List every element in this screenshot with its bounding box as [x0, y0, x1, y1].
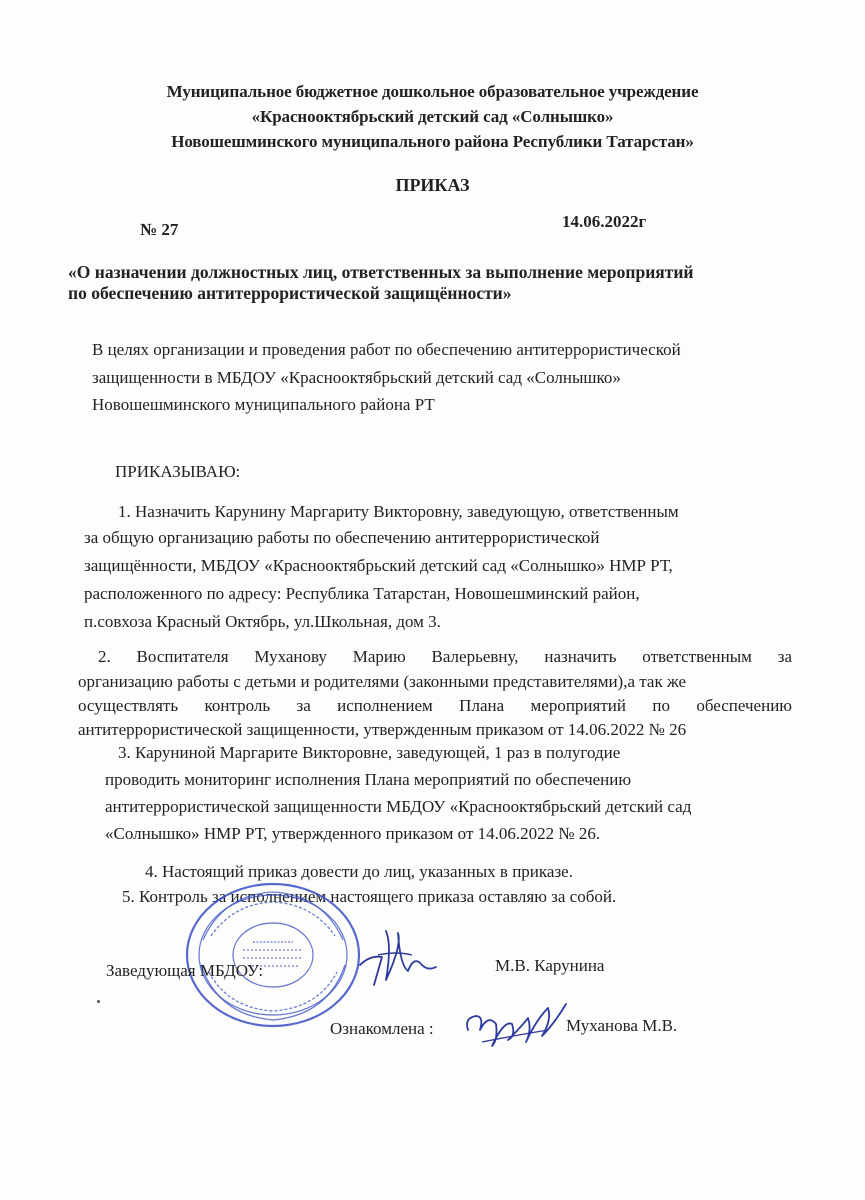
item-1-line-2: за общую организацию работы по обеспечению антитеррористической: [84, 528, 600, 547]
item-3-line-2: проводить мониторинг исполнения Плана мероприятий по обеспечению: [105, 770, 632, 789]
org-header-line-2: «Краснооктябрьский детский сад «Солнышко»: [251, 107, 614, 126]
head-signature-label: Заведующая МБДОУ:: [106, 961, 264, 980]
document-title: ПРИКАЗ: [395, 175, 470, 195]
item-5: 5. Контроль за исполнением настоящего приказа оставляю за собой.: [122, 887, 617, 906]
order-subject-line-2: по обеспечению антитеррористической защищённости»: [68, 283, 512, 303]
order-number: № 27: [140, 220, 179, 239]
item-1-line-5: п.совхоза Красный Октябрь, ул.Школьная, дом 3.: [84, 612, 441, 631]
item-2-line-1: 2. Воспитателя Муханову Марию Валерьевну, назначить ответственным за: [98, 647, 792, 666]
official-stamp: [183, 880, 363, 1030]
item-3-line-1: 3. Каруниной Маргарите Викторовне, заведующей, 1 раз в полугодие: [118, 743, 621, 762]
stray-dot: [97, 1000, 100, 1003]
order-word: ПРИКАЗЫВАЮ:: [115, 462, 241, 481]
order-subject-line-1: «О назначении должностных лиц, ответственных за выполнение мероприятий: [68, 262, 694, 282]
ack-signature-label: Ознакомлена :: [330, 1019, 434, 1038]
order-date: 14.06.2022г: [562, 212, 647, 231]
item-3-line-4: «Солнышко» НМР РТ, утвержденного приказом от 14.06.2022 № 26.: [105, 824, 601, 843]
ack-signature-name: Муханова М.В.: [566, 1016, 678, 1035]
item-1-line-4: расположенного по адресу: Республика Татарстан, Новошешминский район,: [84, 584, 640, 603]
preamble-line-3: Новошешминского муниципального района РТ: [92, 395, 435, 414]
item-4: 4. Настоящий приказ довести до лиц, указанных в приказе.: [145, 862, 573, 881]
preamble-line-2: защищенности в МБДОУ «Краснооктябрьский детский сад «Солнышко»: [92, 368, 621, 387]
preamble-line-1: В целях организации и проведения работ по обеспечению антитеррористической: [92, 340, 681, 359]
head-handwritten-signature: [352, 925, 442, 995]
item-1-line-1: 1. Назначить Карунину Маргариту Викторовну, заведующую, ответственным: [118, 502, 679, 521]
org-header-line-1: Муниципальное бюджетное дошкольное образовательное учреждение: [166, 82, 699, 101]
item-2-line-2: организацию работы с детьми и родителями (законными представителями),а так же: [78, 672, 687, 691]
item-3-line-3: антитеррористической защищенности МБДОУ «Краснооктябрьский детский сад: [105, 797, 692, 816]
ack-handwritten-signature: [462, 990, 570, 1052]
org-header-line-3: Новошешминского муниципального района Республики Татарстан»: [171, 132, 694, 151]
item-2-line-4: антитеррористической защищенности, утвержденным приказом от 14.06.2022 № 26: [78, 720, 687, 739]
item-1-line-3: защищённости, МБДОУ «Краснооктябрьский детский сад «Солнышко» НМР РТ,: [84, 556, 673, 575]
item-2-line-3: осуществлять контроль за исполнением Плана мероприятий по обеспечению: [78, 696, 792, 715]
head-signature-name: М.В. Карунина: [495, 956, 605, 975]
